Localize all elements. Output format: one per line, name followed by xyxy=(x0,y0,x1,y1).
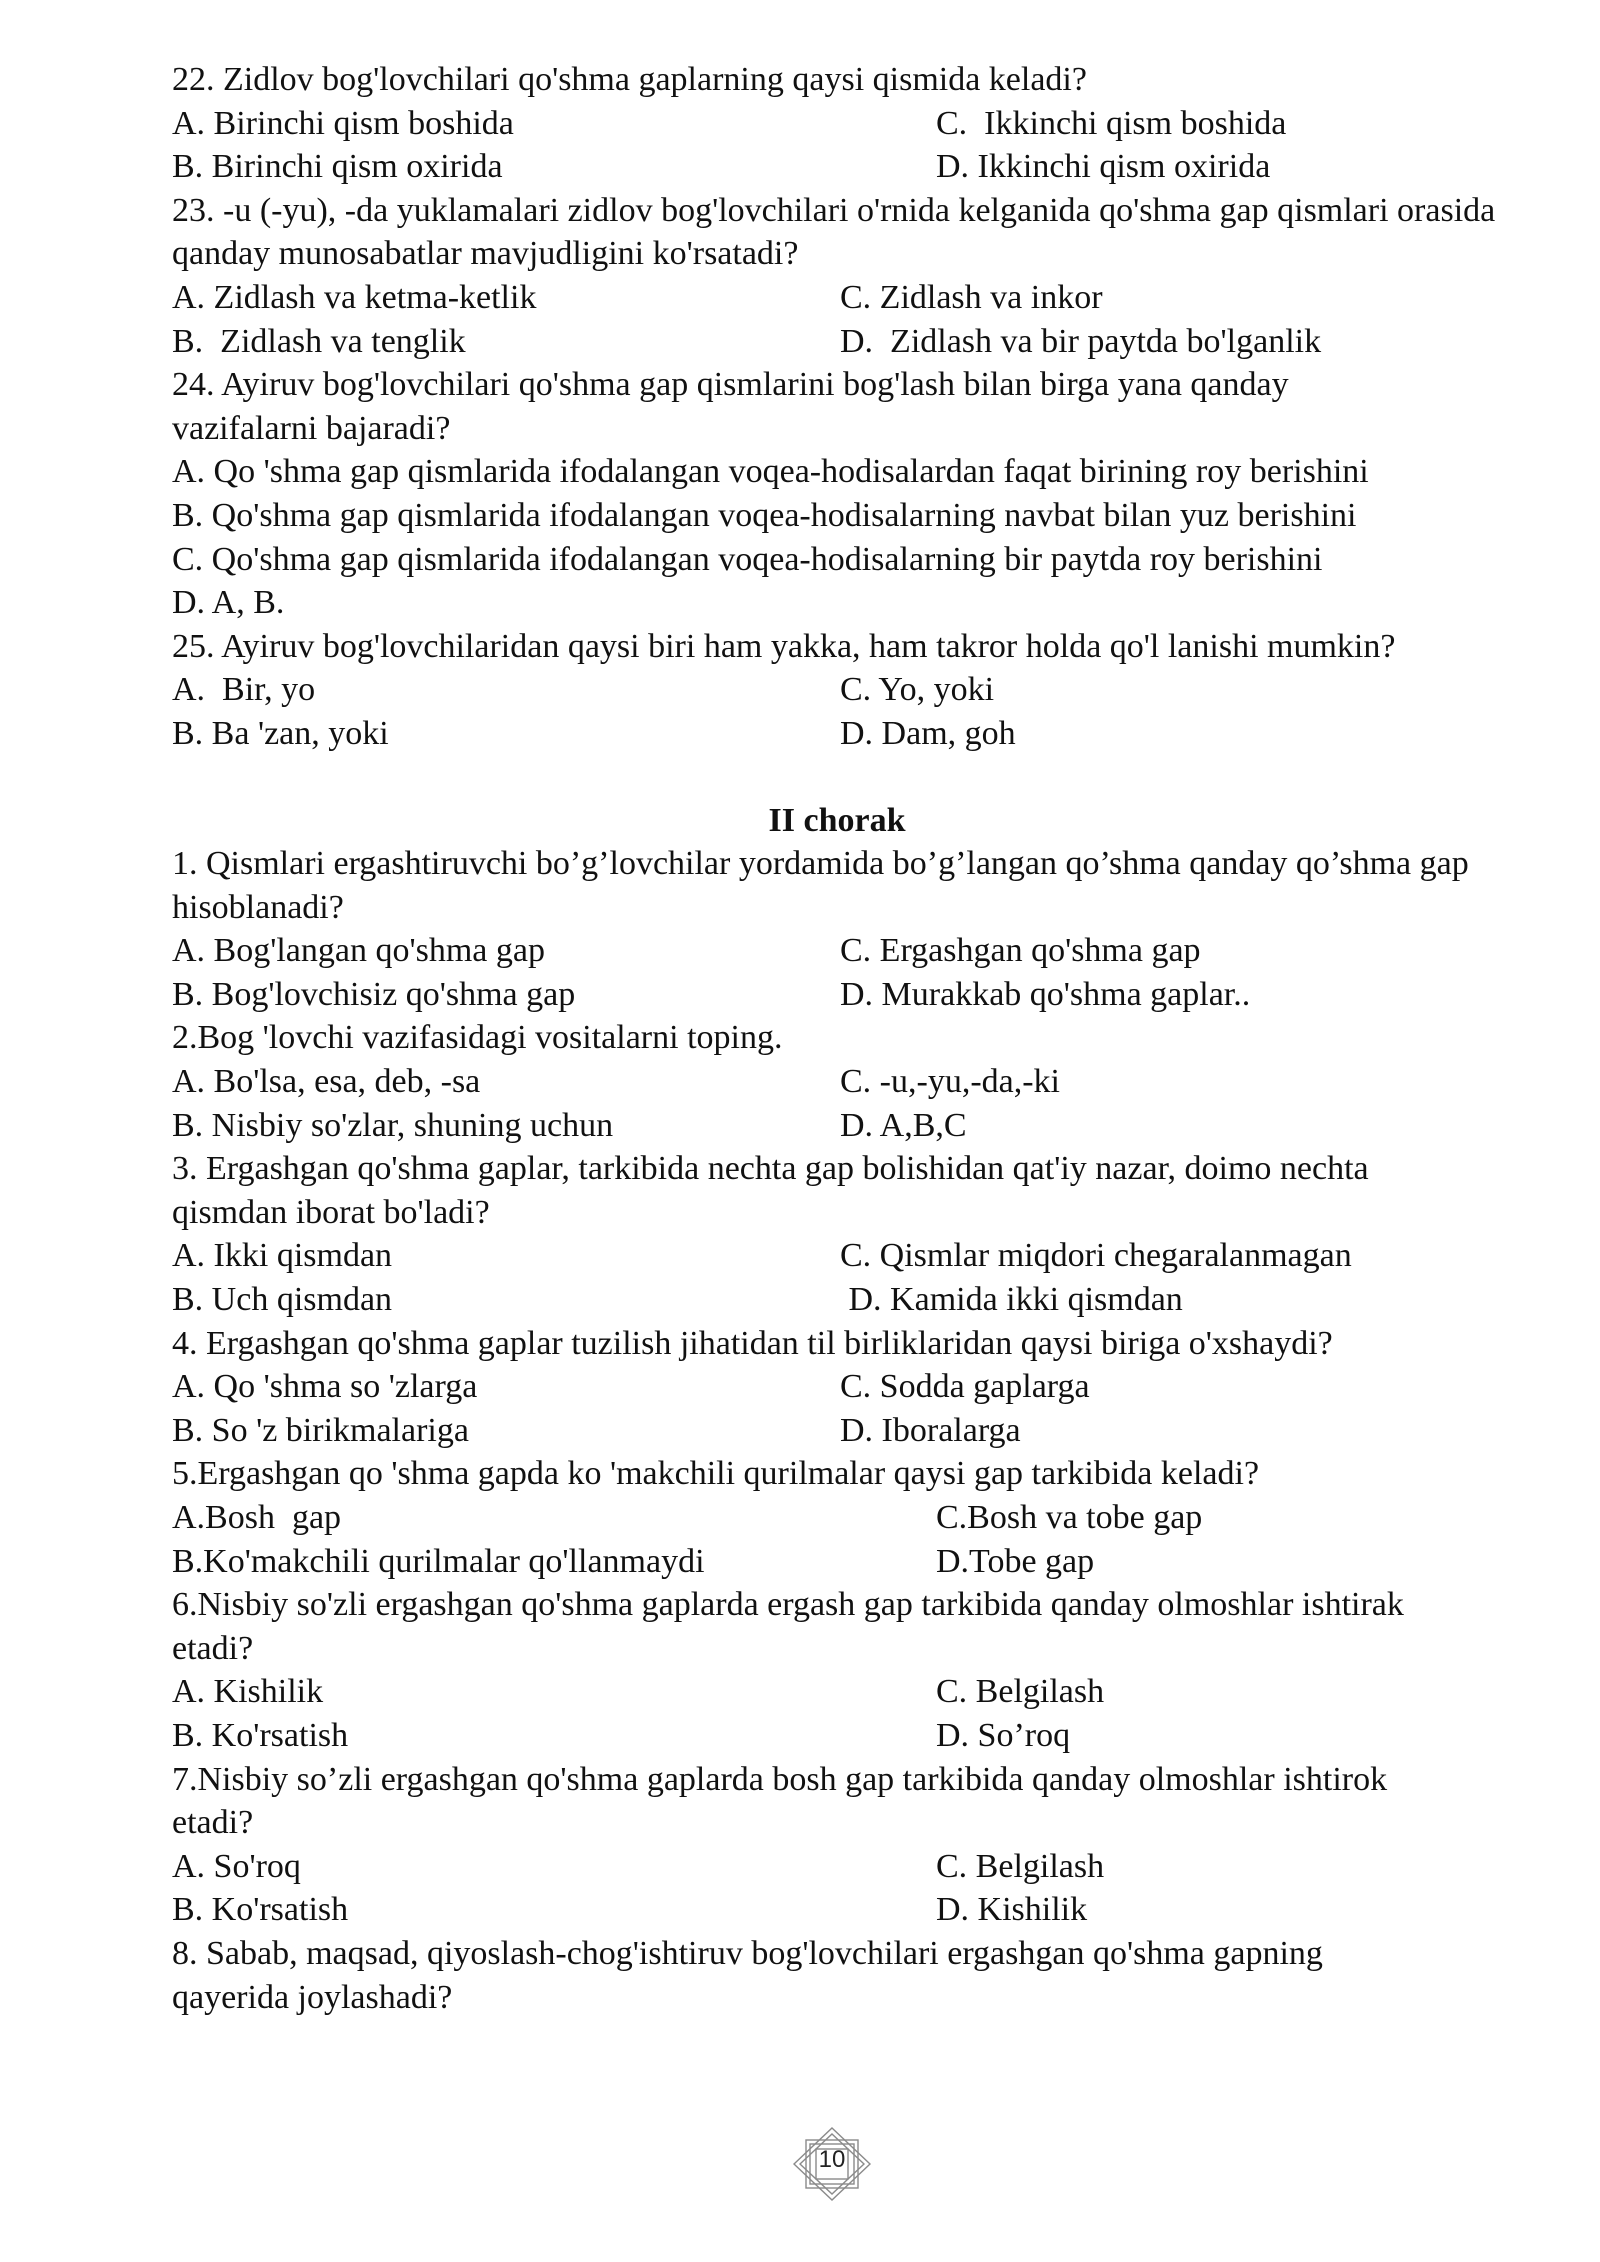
option-24-a: A. Qo 'shma gap qismlarida ifodalangan voqea-hodisalardan faqat birining roy berishini xyxy=(172,453,1369,491)
page-content xyxy=(172,58,1502,2019)
option: A. Qo 'shma so 'zlarga xyxy=(172,1368,478,1406)
option: C. -u,-yu,-da,-ki xyxy=(840,1063,1061,1101)
options-25 xyxy=(172,668,1502,755)
options-ii-5 xyxy=(172,1496,1502,1583)
option: A. Bir, yo xyxy=(172,671,316,709)
option: D. Iboralarga xyxy=(840,1411,1021,1449)
option: C. Zidlash va inkor xyxy=(840,278,1103,316)
option: C. Sodda gaplarga xyxy=(840,1368,1090,1406)
options-23 xyxy=(172,276,1502,363)
option-24-b: B. Qo'shma gap qismlarida ifodalangan voqea-hodisalarning navbat bilan yuz berishini xyxy=(172,496,1357,534)
option: D. Ikkinchi qism oxirida xyxy=(936,148,1271,186)
option: A.Bosh gap xyxy=(172,1499,342,1536)
question-ii-2: 2.Bog 'lovchi vazifasidagi vositalarni toping. xyxy=(172,1019,783,1057)
option: A. Birinchi qism boshida xyxy=(172,104,514,142)
option: B. Ko'rsatish xyxy=(172,1891,349,1929)
option: C. Ergashgan qo'shma gap xyxy=(840,932,1201,970)
option: C. Belgilash xyxy=(936,1847,1105,1885)
section-title: II chorak xyxy=(768,801,906,839)
options-22 xyxy=(172,102,1502,189)
option-24-c: C. Qo'shma gap qismlarida ifodalangan voqea-hodisalarning bir paytda roy berishini xyxy=(172,540,1323,578)
option: D. Murakkab qo'shma gaplar.. xyxy=(840,975,1251,1013)
option: B. So 'z birikmalariga xyxy=(172,1411,469,1449)
option: A. Bo'lsa, esa, deb, -sa xyxy=(172,1063,481,1101)
question-ii-6: 6.Nisbiy so'zli ergashgan qo'shma gaplarda ergash gap tarkibida qanday olmoshlar ishtirak etadi? xyxy=(172,1586,1404,1667)
option-24-d: D. A, B. xyxy=(172,584,285,622)
option: B. Bog'lovchisiz qo'shma gap xyxy=(172,975,576,1013)
question-23: 23. -u (-yu), -da yuklamalari zidlov bog'lovchilari o'rnida kelganida qo'shma gap qismlari orasida qanday munosabatlar mavjudligini ko'rsatadi? xyxy=(172,191,1496,273)
question-ii-7: 7.Nisbiy so’zli ergashgan qo'shma gaplarda bosh gap tarkibida qanday olmoshlar ishtirok etadi? xyxy=(172,1760,1388,1842)
page-number: 10 xyxy=(818,2146,846,2173)
option: B. Ko'rsatish xyxy=(172,1716,349,1754)
option: A. Bog'langan qo'shma gap xyxy=(172,932,545,970)
question-ii-4: 4. Ergashgan qo'shma gaplar tuzilish jihatidan til birliklaridan qaysi biriga o'xshaydi? xyxy=(172,1324,1333,1362)
page-number-badge xyxy=(792,2126,872,2202)
question-25: 25. Ayiruv bog'lovchilaridan qaysi biri ham yakka, ham takror holda qo'l lanishi mumkin? xyxy=(172,627,1396,665)
question-24: 24. Ayiruv bog'lovchilari qo'shma gap qismlarini bog'lash bilan birga yana qanday vazifalarni bajaradi? xyxy=(172,366,1289,447)
question-ii-8: 8. Sabab, maqsad, qiyoslash-chog'ishtiruv bog'lovchilari ergashgan qo'shma gapning qayerida joylashadi? xyxy=(172,1934,1323,2016)
option: D. Kishilik xyxy=(936,1891,1088,1929)
question-ii-5: 5.Ergashgan qo 'shma gapda ko 'makchili qurilmalar qaysi gap tarkibida keladi? xyxy=(172,1455,1260,1493)
question-ii-3: 3. Ergashgan qo'shma gaplar, tarkibida nechta gap bolishidan qat'iy nazar, doimo nechta qismdan iborat bo'ladi? xyxy=(172,1150,1369,1231)
option: D. So’roq xyxy=(936,1716,1071,1754)
options-ii-3 xyxy=(172,1234,1502,1321)
option: B.Ko'makchili qurilmalar qo'llanmaydi xyxy=(172,1542,705,1580)
option: A. Zidlash va ketma-ketlik xyxy=(172,278,537,316)
option: C. Belgilash xyxy=(936,1673,1105,1711)
question-ii-1: 1. Qismlari ergashtiruvchi bo’g’lovchilar yordamida bo’g’langan qo’shma qanday qo’shma gap hisoblanadi? xyxy=(172,845,1469,926)
options-ii-7 xyxy=(172,1845,1502,1932)
option: C. Ikkinchi qism boshida xyxy=(936,104,1287,142)
option: B. Uch qismdan xyxy=(172,1281,393,1319)
option: B. Ba 'zan, yoki xyxy=(172,714,389,752)
question-22: 22. Zidlov bog'lovchilari qo'shma gaplarning qaysi qismida keladi? xyxy=(172,61,1087,98)
option: A. Ikki qismdan xyxy=(172,1237,393,1275)
option: C. Qismlar miqdori chegaralanmagan xyxy=(840,1237,1352,1275)
options-ii-1 xyxy=(172,929,1502,1016)
option: D. Dam, goh xyxy=(840,714,1016,752)
option: B. Birinchi qism oxirida xyxy=(172,148,503,186)
options-ii-6 xyxy=(172,1670,1502,1757)
option: D. Zidlash va bir paytda bo'lganlik xyxy=(840,322,1322,360)
option: C. Yo, yoki xyxy=(840,671,995,709)
option: D. Kamida ikki qismdan xyxy=(840,1281,1183,1319)
option: B. Nisbiy so'zlar, shuning uchun xyxy=(172,1106,614,1144)
option: A. Kishilik xyxy=(172,1673,324,1711)
option: D.Tobe gap xyxy=(936,1542,1095,1580)
option: A. So'roq xyxy=(172,1847,301,1885)
option: B. Zidlash va tenglik xyxy=(172,322,466,360)
options-ii-4 xyxy=(172,1365,1502,1452)
option: C.Bosh va tobe gap xyxy=(936,1499,1203,1536)
options-ii-2 xyxy=(172,1060,1502,1147)
option: D. A,B,C xyxy=(840,1106,967,1144)
